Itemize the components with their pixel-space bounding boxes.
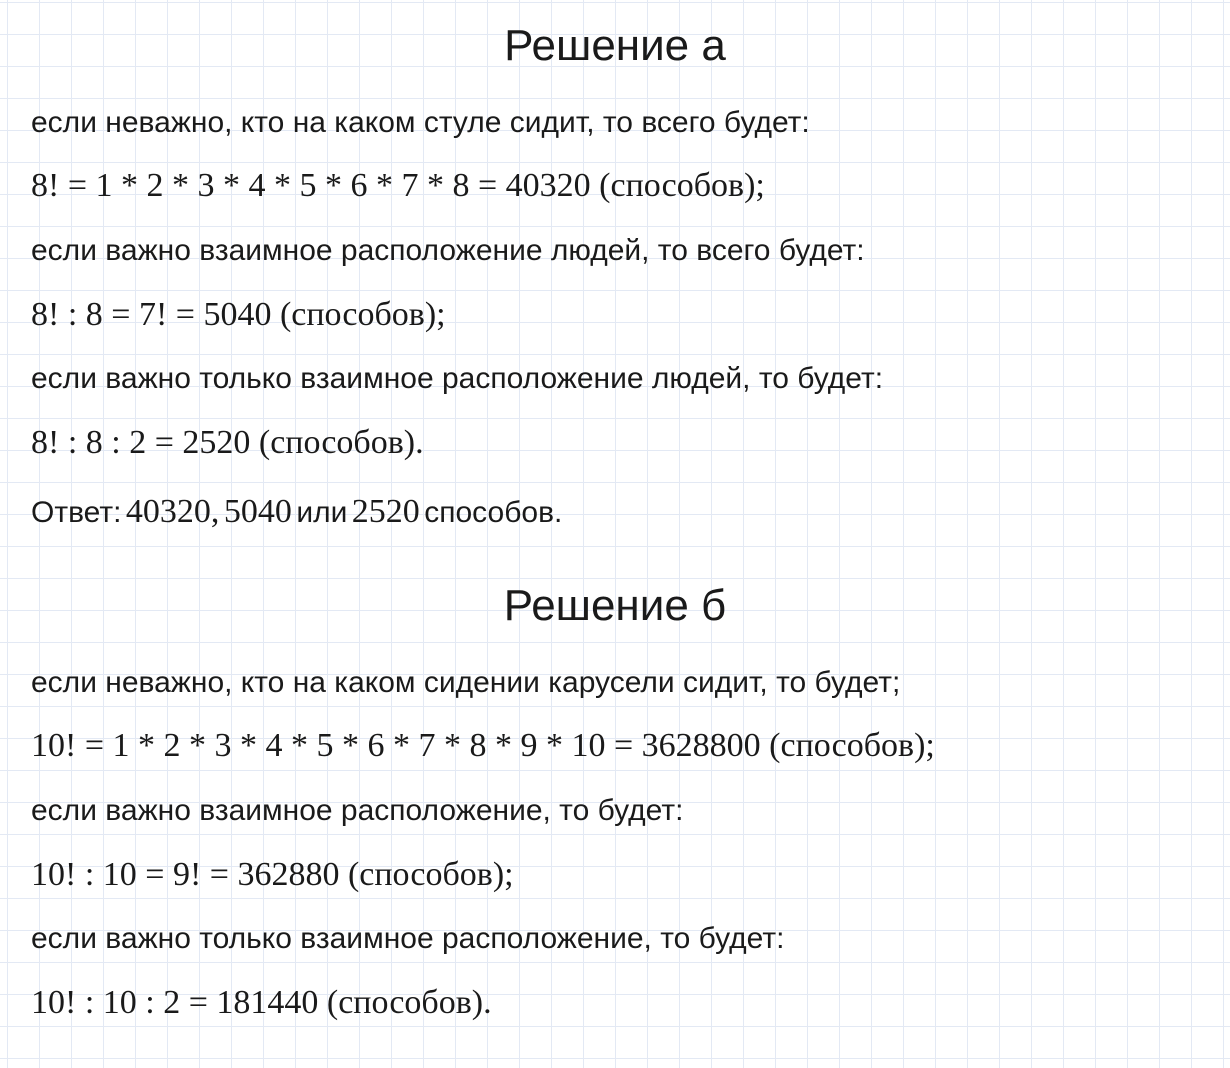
section-a-formula-3: 8! : 8 : 2 = 2520 (способов). [31, 424, 424, 461]
section-a-formula-1: 8! = 1 * 2 * 3 * 4 * 5 * 6 * 7 * 8 = 40320 (способов); [31, 167, 765, 204]
answer-label: Ответ: [31, 496, 122, 529]
answer-tail: способов. [424, 496, 563, 529]
section-b-formula-3: 10! : 10 : 2 = 181440 (способов). [31, 984, 492, 1021]
answer-or: или [296, 496, 348, 529]
section-b-line-2: если важно взаимное расположение, то будет: [31, 794, 684, 827]
answer-value-2: 5040 [223, 493, 292, 530]
section-a-heading: Решение а [504, 21, 726, 70]
section-b-formula-1: 10! = 1 * 2 * 3 * 4 * 5 * 6 * 7 * 8 * 9 * 10 = 3628800 (способов); [31, 727, 935, 764]
answer-value-3: 2520 [351, 493, 420, 530]
section-b-line-3: если важно только взаимное расположение, то будет: [31, 922, 785, 955]
section-a-line-1: если неважно, кто на каком стуле сидит, то всего будет: [31, 106, 810, 139]
section-b-formula-2: 10! : 10 = 9! = 362880 (способов); [31, 856, 514, 893]
answer-value-1: 40320, [125, 493, 220, 530]
section-b-heading: Решение б [503, 581, 727, 630]
section-a-answer [31, 492, 562, 538]
section-b-line-1: если неважно, кто на каком сидении карусели сидит, то будет; [31, 666, 901, 699]
section-a-formula-2: 8! : 8 = 7! = 5040 (способов); [31, 296, 446, 333]
section-a-line-2: если важно взаимное расположение людей, то всего будет: [31, 234, 865, 267]
section-a-line-3: если важно только взаимное расположение людей, то будет: [31, 362, 884, 395]
